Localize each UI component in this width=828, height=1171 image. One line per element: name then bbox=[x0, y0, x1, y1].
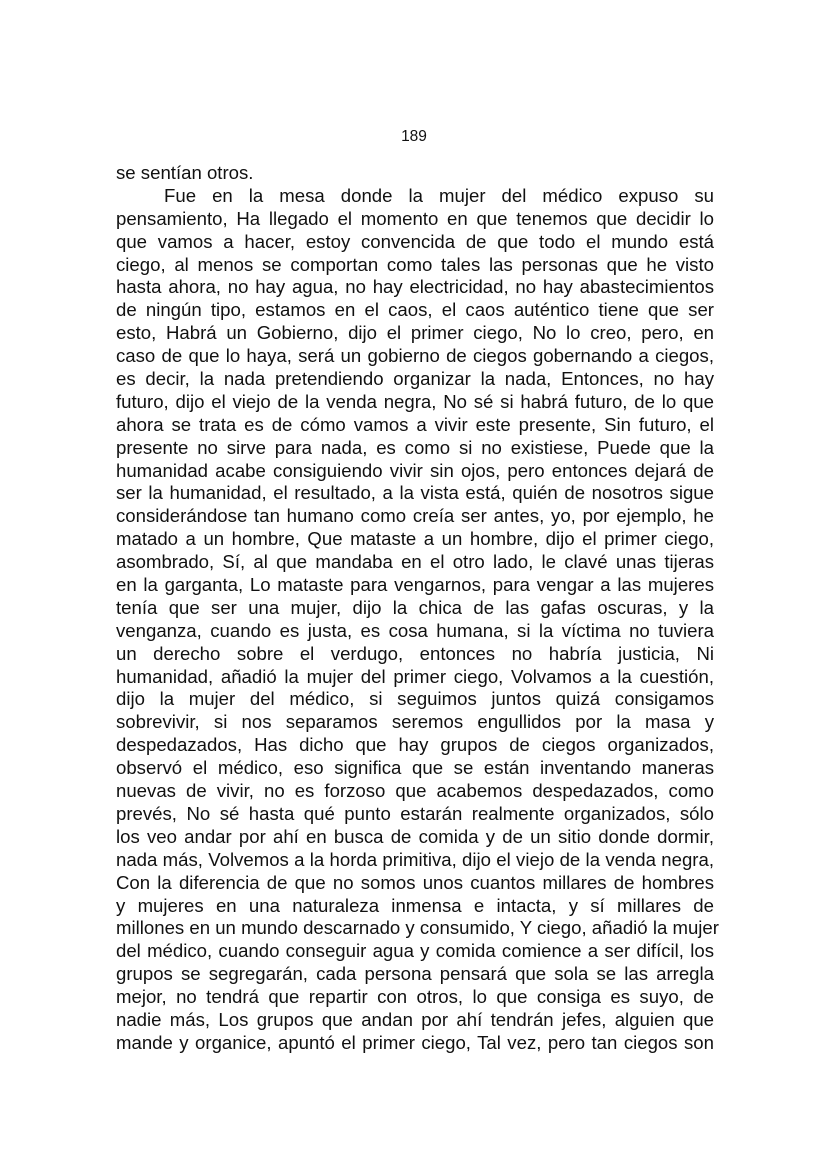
text-line: ahora se trata es de cómo vamos a vivir este presente, Sin futuro, el bbox=[116, 413, 714, 435]
text-line: nada más, Volvemos a la horda primitiva, dijo el viejo de la venda negra, bbox=[116, 848, 714, 870]
text-line: asombrado, Sí, al que mandaba en el otro lado, le clavé unas tijeras bbox=[116, 551, 714, 573]
text-line: prevés, No sé hasta qué punto estarán realmente organizados, sólo bbox=[116, 802, 714, 824]
text-line: observó el médico, eso significa que se están inventando maneras bbox=[116, 757, 714, 779]
text-line: presente no sirve para nada, es como si no existiese, Puede que la bbox=[116, 436, 714, 458]
text-line: se sentían otros. bbox=[116, 162, 254, 183]
text-line: mejor, no tendrá que repartir con otros, lo que consiga es suyo, de bbox=[116, 986, 714, 1008]
text-line: y mujeres en una naturaleza inmensa e intacta, y sí millares de bbox=[116, 894, 714, 916]
text-line: tenía que ser una mujer, dijo la chica de las gafas oscuras, y la bbox=[116, 596, 714, 618]
text-line: un derecho sobre el verdugo, entonces no habría justicia, Ni bbox=[116, 642, 714, 664]
text-line: los veo andar por ahí en busca de comida y de un sitio donde dormir, bbox=[116, 825, 714, 847]
body-text bbox=[116, 162, 719, 1055]
text-line: caso de que lo haya, será un gobierno de ciegos gobernando a ciegos, bbox=[116, 345, 714, 367]
text-line: humanidad acabe consiguiendo vivir sin ojos, pero entonces dejará de bbox=[116, 459, 714, 481]
text-line: despedazados, Has dicho que hay grupos de ciegos organizados, bbox=[116, 734, 714, 756]
text-line: venganza, cuando es justa, es cosa humana, si la víctima no tuviera bbox=[116, 619, 714, 641]
text-line: mande y organice, apuntó el primer ciego, Tal vez, pero tan ciegos son bbox=[116, 1031, 714, 1053]
text-line: grupos se segregarán, cada persona pensará que sola se las arregla bbox=[116, 963, 714, 985]
text-line: Con la diferencia de que no somos unos cuantos millares de hombres bbox=[116, 871, 714, 893]
text-line: dijo la mujer del médico, si seguimos juntos quizá consigamos bbox=[116, 688, 714, 710]
text-line: Fue en la mesa donde la mujer del médico expuso su bbox=[164, 184, 714, 206]
text-line: de ningún tipo, estamos en el caos, el caos auténtico tiene que ser bbox=[116, 299, 714, 321]
text-line: del médico, cuando conseguir agua y comida comience a ser difícil, los bbox=[116, 940, 714, 962]
text-line: humanidad, añadió la mujer del primer ciego, Volvamos a la cuestión, bbox=[116, 665, 714, 687]
text-line: pensamiento, Ha llegado el momento en que tenemos que decidir lo bbox=[116, 207, 714, 229]
text-line: futuro, dijo el viejo de la venda negra, No sé si habrá futuro, de lo que bbox=[116, 390, 714, 412]
text-line: ciego, al menos se comportan como tales las personas que he visto bbox=[116, 253, 714, 275]
text-line: es decir, la nada pretendiendo organizar la nada, Entonces, no hay bbox=[116, 368, 714, 390]
text-line: nadie más, Los grupos que andan por ahí tendrán jefes, alguien que bbox=[116, 1008, 714, 1030]
text-line: hasta ahora, no hay agua, no hay electricidad, no hay abastecimientos bbox=[116, 276, 714, 298]
text-line: nuevas de vivir, no es forzoso que acabemos despedazados, como bbox=[116, 780, 714, 802]
text-line: millones en un mundo descarnado y consumido, Y ciego, añadió la mujer bbox=[116, 917, 719, 939]
text-line: sobrevivir, si nos separamos seremos engullidos por la masa y bbox=[116, 711, 714, 733]
text-line: ser la humanidad, el resultado, a la vista está, quién de nosotros sigue bbox=[116, 482, 714, 504]
text-line: esto, Habrá un Gobierno, dijo el primer ciego, No lo creo, pero, en bbox=[116, 322, 714, 344]
text-line: considerándose tan humano como creía ser antes, yo, por ejemplo, he bbox=[116, 505, 714, 527]
page-number: 189 bbox=[401, 128, 427, 145]
text-line: en la garganta, Lo mataste para vengarnos, para vengar a las mujeres bbox=[116, 574, 714, 596]
text-line: que vamos a hacer, estoy convencida de que todo el mundo está bbox=[116, 230, 714, 252]
text-line: matado a un hombre, Que mataste a un hombre, dijo el primer ciego, bbox=[116, 528, 714, 550]
